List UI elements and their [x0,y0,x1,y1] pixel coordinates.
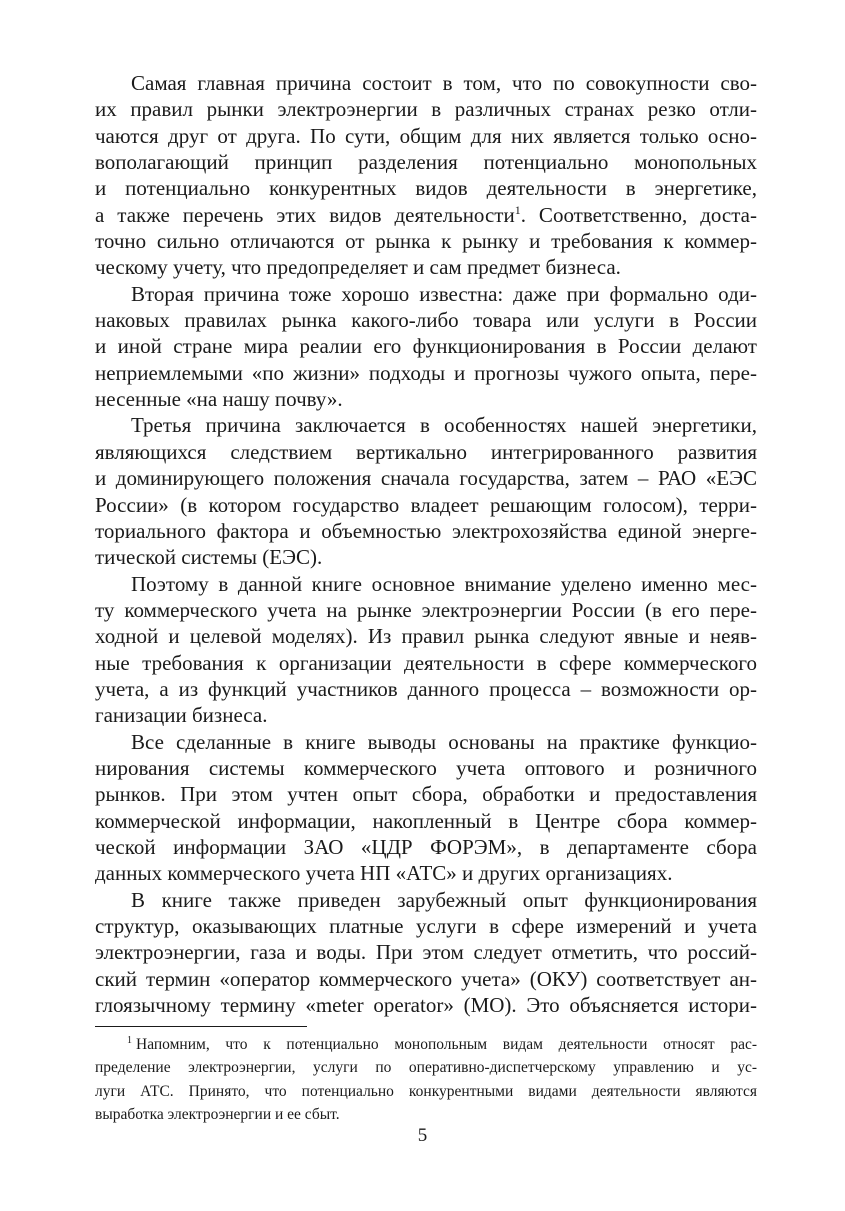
paragraph-5 [95,729,757,887]
text-line: Самая главная причина состоит в том, что по совокупности сво- [131,71,757,95]
text-line [95,228,757,254]
text-line: ский термин «оператор коммерческого учета» (ОКУ) соответствует ан- [95,966,757,991]
text-line [95,202,757,228]
paragraph-3 [95,412,757,570]
text-line: Вторая причина тоже хорошо известна: даже при формально оди- [131,281,757,306]
text-fragment: чно сильно отличаются от рынка к рынку и требования к коммер- [113,229,757,254]
footnote-line [95,1033,757,1056]
text-line: электроэнергии, газа и воды. При этом следует отметить, что россий- [95,940,757,965]
main-text [95,70,757,1018]
text-line: и иной стране мира реалии его функционирования в России делают [95,334,757,359]
text-fragment: то [95,229,114,254]
footnote-line: пределение электроэнергии, услуги по оперативно-диспетчерскому управлению и ус- [95,1059,757,1077]
footnote-number: 1 [127,1035,132,1046]
paragraph-4 [95,571,757,729]
text-line: Третья причина заключается в особенностях нашей энергетики, [131,413,757,438]
text-line: ческой информации ЗАО «ЦДР ФОРЭМ», в департаменте сбора [95,834,757,859]
text-line: России» (в котором государство владеет решающим голосом), терри- [95,492,757,517]
text-line: тической системы (ЕЭС). [95,545,323,570]
text-line: ганизации бизнеса. [95,703,268,728]
text-line: ные требования к организации деятельности в сфере коммерческого [95,650,757,675]
text-fragment: а также перечень этих видов деятельности [95,202,515,227]
text-line: их правил рынки электроэнергии в различных странах резко отли- [95,97,757,122]
page-number: 5 [417,1125,428,1146]
text-line: нирования системы коммерческого учета оптового и розничного [95,755,757,780]
text-line: глоязычному термину «meter operator» (МО). Это объясняется истори- [95,993,757,1018]
text-line: ческому учету, что предопределяет и сам предмет бизнеса. [95,255,621,280]
text-line: ходной и целевой моделях). Из правил рынка следуют явные и неяв- [95,624,757,649]
paragraph-6 [95,887,757,1019]
paragraph-1 [95,70,757,281]
text-line: данных коммерческого учета НП «АТС» и других организациях. [95,861,673,886]
text-line: неприемлемыми «по жизни» подходы и прогнозы чужого опыта, пере- [95,360,757,385]
footnote-line: луги АТС. Принято, что потенциально конкурентными видами деятельности являются [95,1082,757,1100]
text-line: коммерческой информации, накопленный в Центре сбора коммер- [95,808,757,833]
text-fragment: . Соответственно, доста- [520,202,757,227]
text-fragment: Напомним, что к потенциально монопольным видам деятельности относят рас- [136,1036,757,1053]
text-line: чаются друг от друга. По сути, общим для них является только осно- [95,123,757,148]
footnote-reference[interactable]: 1 [514,202,521,217]
text-line: вополагающий принцип разделения потенциально монопольных [95,150,757,175]
text-line: Поэтому в данной книге основное внимание уделено именно мес- [131,571,757,596]
text-line: и потенциально конкурентных видов деятельности в энергетике, [95,176,757,201]
footnote-line: выработка электроэнергии и ее сбыт. [95,1105,340,1123]
text-line: и доминирующего положения сначала государства, затем – РАО «ЕЭС [95,466,757,491]
footnote [95,1033,757,1126]
text-line: рынков. При этом учтен опыт сбора, обработки и предоставления [95,782,757,807]
text-line: являющихся следствием вертикально интегрированного развития [95,439,757,464]
paragraph-2 [95,281,757,413]
text-line: Все сделанные в книге выводы основаны на практике функцио- [131,729,757,754]
text-line: наковых правилах рынка какого-либо товара или услуги в России [95,308,757,333]
text-line: структур, оказывающих платные услуги в сфере измерений и учета [95,914,757,938]
footnote-divider [95,1026,307,1027]
text-line: несенные «на нашу почву». [95,387,343,412]
text-line: ту коммерческого учета на рынке электроэнергии России (в его пере- [95,597,757,622]
text-line: ториального фактора и объемностью электрохозяйства единой энерге- [95,518,757,543]
text-line: учета, а из функций участников данного процесса – возможности ор- [95,676,757,701]
text-line: В книге также приведен зарубежный опыт функционирования [131,887,757,912]
